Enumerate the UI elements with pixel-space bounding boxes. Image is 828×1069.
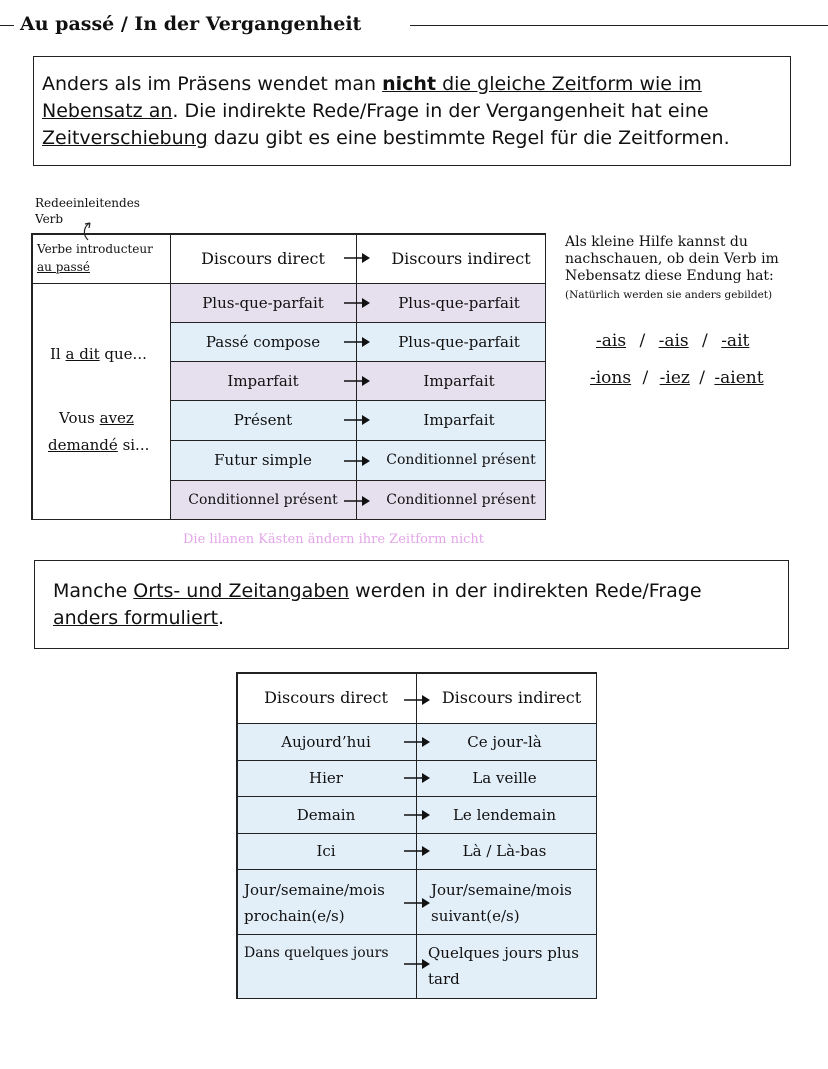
row-direct: Ici [236, 833, 416, 869]
row-indirect: Quelques jours plus tard [416, 934, 597, 999]
hint-line: Nebensatz diese Endung hat: [565, 268, 774, 284]
arrow-right-icon [344, 495, 370, 507]
hint-line: Als kleine Hilfe kannst du [565, 234, 748, 250]
row-direct: Hier [236, 760, 416, 796]
row-direct: Aujourd’hui [236, 723, 416, 760]
row-indirect: Là / Là-bas [416, 833, 597, 869]
arrow-right-icon [404, 736, 430, 748]
left-text-underlined: demandé [48, 436, 118, 454]
intro-underlined: Zeitverschiebung [42, 127, 208, 149]
box-text: Manche [53, 580, 134, 602]
table-border [170, 322, 546, 323]
locations-box [34, 560, 789, 649]
arrow-right-icon [404, 845, 430, 857]
intro-text [42, 71, 790, 152]
row-indirect: Ce jour-là [416, 723, 597, 760]
table-border [170, 233, 171, 520]
header-discours-direct: Discours direct [264, 688, 388, 707]
title-rule-right [410, 25, 828, 26]
arrow-right-icon [344, 297, 370, 309]
annotation-line: Verb [35, 212, 64, 226]
lilac-note: Die lilanen Kästen ändern ihre Zeitform nicht [183, 532, 485, 547]
table-border [236, 796, 597, 797]
row-indirect: Imparfait [356, 400, 546, 440]
table-border [236, 760, 597, 761]
ending-separator: / [699, 368, 705, 388]
row-direct: Imparfait [170, 361, 356, 400]
header-line: au passé [37, 260, 90, 274]
row-indirect: Conditionnel présent [356, 480, 546, 520]
row-indirect: Jour/semaine/mois suivant(e/s) [416, 869, 597, 934]
left-text-underlined: avez [99, 409, 134, 427]
ending-separator: / [702, 331, 708, 351]
table-border [31, 283, 546, 284]
box-text: . [218, 607, 225, 629]
locations-text [53, 578, 788, 632]
arrow-right-icon [344, 336, 370, 348]
header-discours-indirect: Discours indirect [391, 248, 531, 268]
intro-underlined: Nebensatz an [42, 100, 173, 122]
row-direct: Demain [236, 796, 416, 833]
left-text-1 [50, 345, 147, 363]
row-direct: Présent [170, 400, 356, 440]
row-direct: Futur simple [170, 440, 356, 480]
table-border [236, 672, 238, 999]
table-border [416, 672, 417, 999]
row-direct: Conditionnel présent [170, 480, 356, 520]
header-discours-indirect: Discours indirect [441, 688, 582, 707]
table-border [170, 480, 546, 481]
arrow-right-icon [404, 958, 430, 970]
arrow-right-icon [344, 375, 370, 387]
box-text-underlined: anders formuliert [53, 607, 219, 629]
row-direct: Plus-que-parfait [170, 283, 356, 322]
time-place-table [236, 672, 597, 999]
table-border [31, 233, 546, 235]
arrow-right-icon [404, 694, 430, 706]
ending: -ions [590, 368, 632, 388]
left-text: que... [99, 345, 147, 363]
header-discours-direct: Discours direct [201, 248, 325, 268]
table-border [31, 519, 546, 521]
ending: -ais [596, 331, 627, 351]
ending: -ais [658, 331, 689, 351]
row-direct: Passé compose [170, 322, 356, 361]
intro-verbs-cell [31, 283, 170, 520]
left-text-2 [48, 405, 150, 459]
left-text: Il [50, 345, 66, 363]
table-border [170, 361, 546, 362]
table-border [170, 440, 546, 441]
hint-text [565, 234, 779, 304]
endings-row-2 [590, 368, 764, 388]
intro-part: Anders als im Präsens wendet man [42, 73, 383, 95]
ending: -aient [714, 368, 764, 388]
row-direct: Jour/semaine/mois prochain(e/s) [236, 869, 416, 934]
intro-bold: nicht [382, 73, 437, 95]
annotation-line: Redeeinleitendes [35, 196, 140, 210]
arrow-right-icon [404, 897, 430, 909]
intro-box [33, 56, 791, 166]
page-title: Au passé / In der Vergangenheit [20, 13, 362, 35]
box-text: werden in der indirekten Rede/Frage [349, 580, 702, 602]
table-border [31, 233, 33, 520]
table-border [545, 233, 547, 520]
header-line: Verbe introducteur [37, 242, 153, 256]
header-verb-introducteur [31, 233, 170, 283]
arrow-right-icon [344, 414, 370, 426]
hint-line: nachschauen, ob dein Verb im [565, 251, 779, 267]
arrow-right-icon [404, 809, 430, 821]
row-indirect: Plus-que-parfait [356, 322, 546, 361]
intro-underlined: die gleiche Zeitform wie im [436, 73, 702, 95]
box-text-underlined: Orts- und Zeitangaben [133, 580, 350, 602]
table-border [596, 672, 598, 999]
row-indirect: Plus-que-parfait [356, 283, 546, 322]
row-indirect: La veille [416, 760, 597, 796]
arrow-right-icon [344, 252, 370, 264]
intro-part: . Die indirekte Rede/Frage in der Vergangenheit hat eine [172, 100, 709, 122]
row-indirect: Le lendemain [416, 796, 597, 833]
hint-note: (Natürlich werden sie anders gebildet) [565, 289, 773, 301]
table-border [236, 934, 597, 935]
left-text-underlined: a dit [65, 345, 100, 363]
left-text: si... [117, 436, 150, 454]
row-indirect: Conditionnel présent [356, 440, 546, 480]
ending-separator: / [639, 331, 646, 351]
row-indirect: Imparfait [356, 361, 546, 400]
intro-part: dazu gibt es eine bestimmte Regel für die Zeitformen. [207, 127, 730, 149]
table-border [170, 400, 546, 401]
arrow-right-icon [404, 772, 430, 784]
ending: -iez [659, 368, 690, 388]
table-border [236, 833, 597, 834]
row-direct: Dans quelques jours [236, 934, 416, 999]
table-border [236, 869, 597, 870]
ending-separator: / [642, 368, 649, 388]
title-rule-left [0, 25, 14, 26]
table-border [236, 723, 597, 724]
arrow-right-icon [344, 455, 370, 467]
left-text: Vous [59, 409, 100, 427]
ending: -ait [721, 331, 750, 351]
tense-table [31, 233, 546, 520]
endings-row-1 [596, 331, 749, 351]
